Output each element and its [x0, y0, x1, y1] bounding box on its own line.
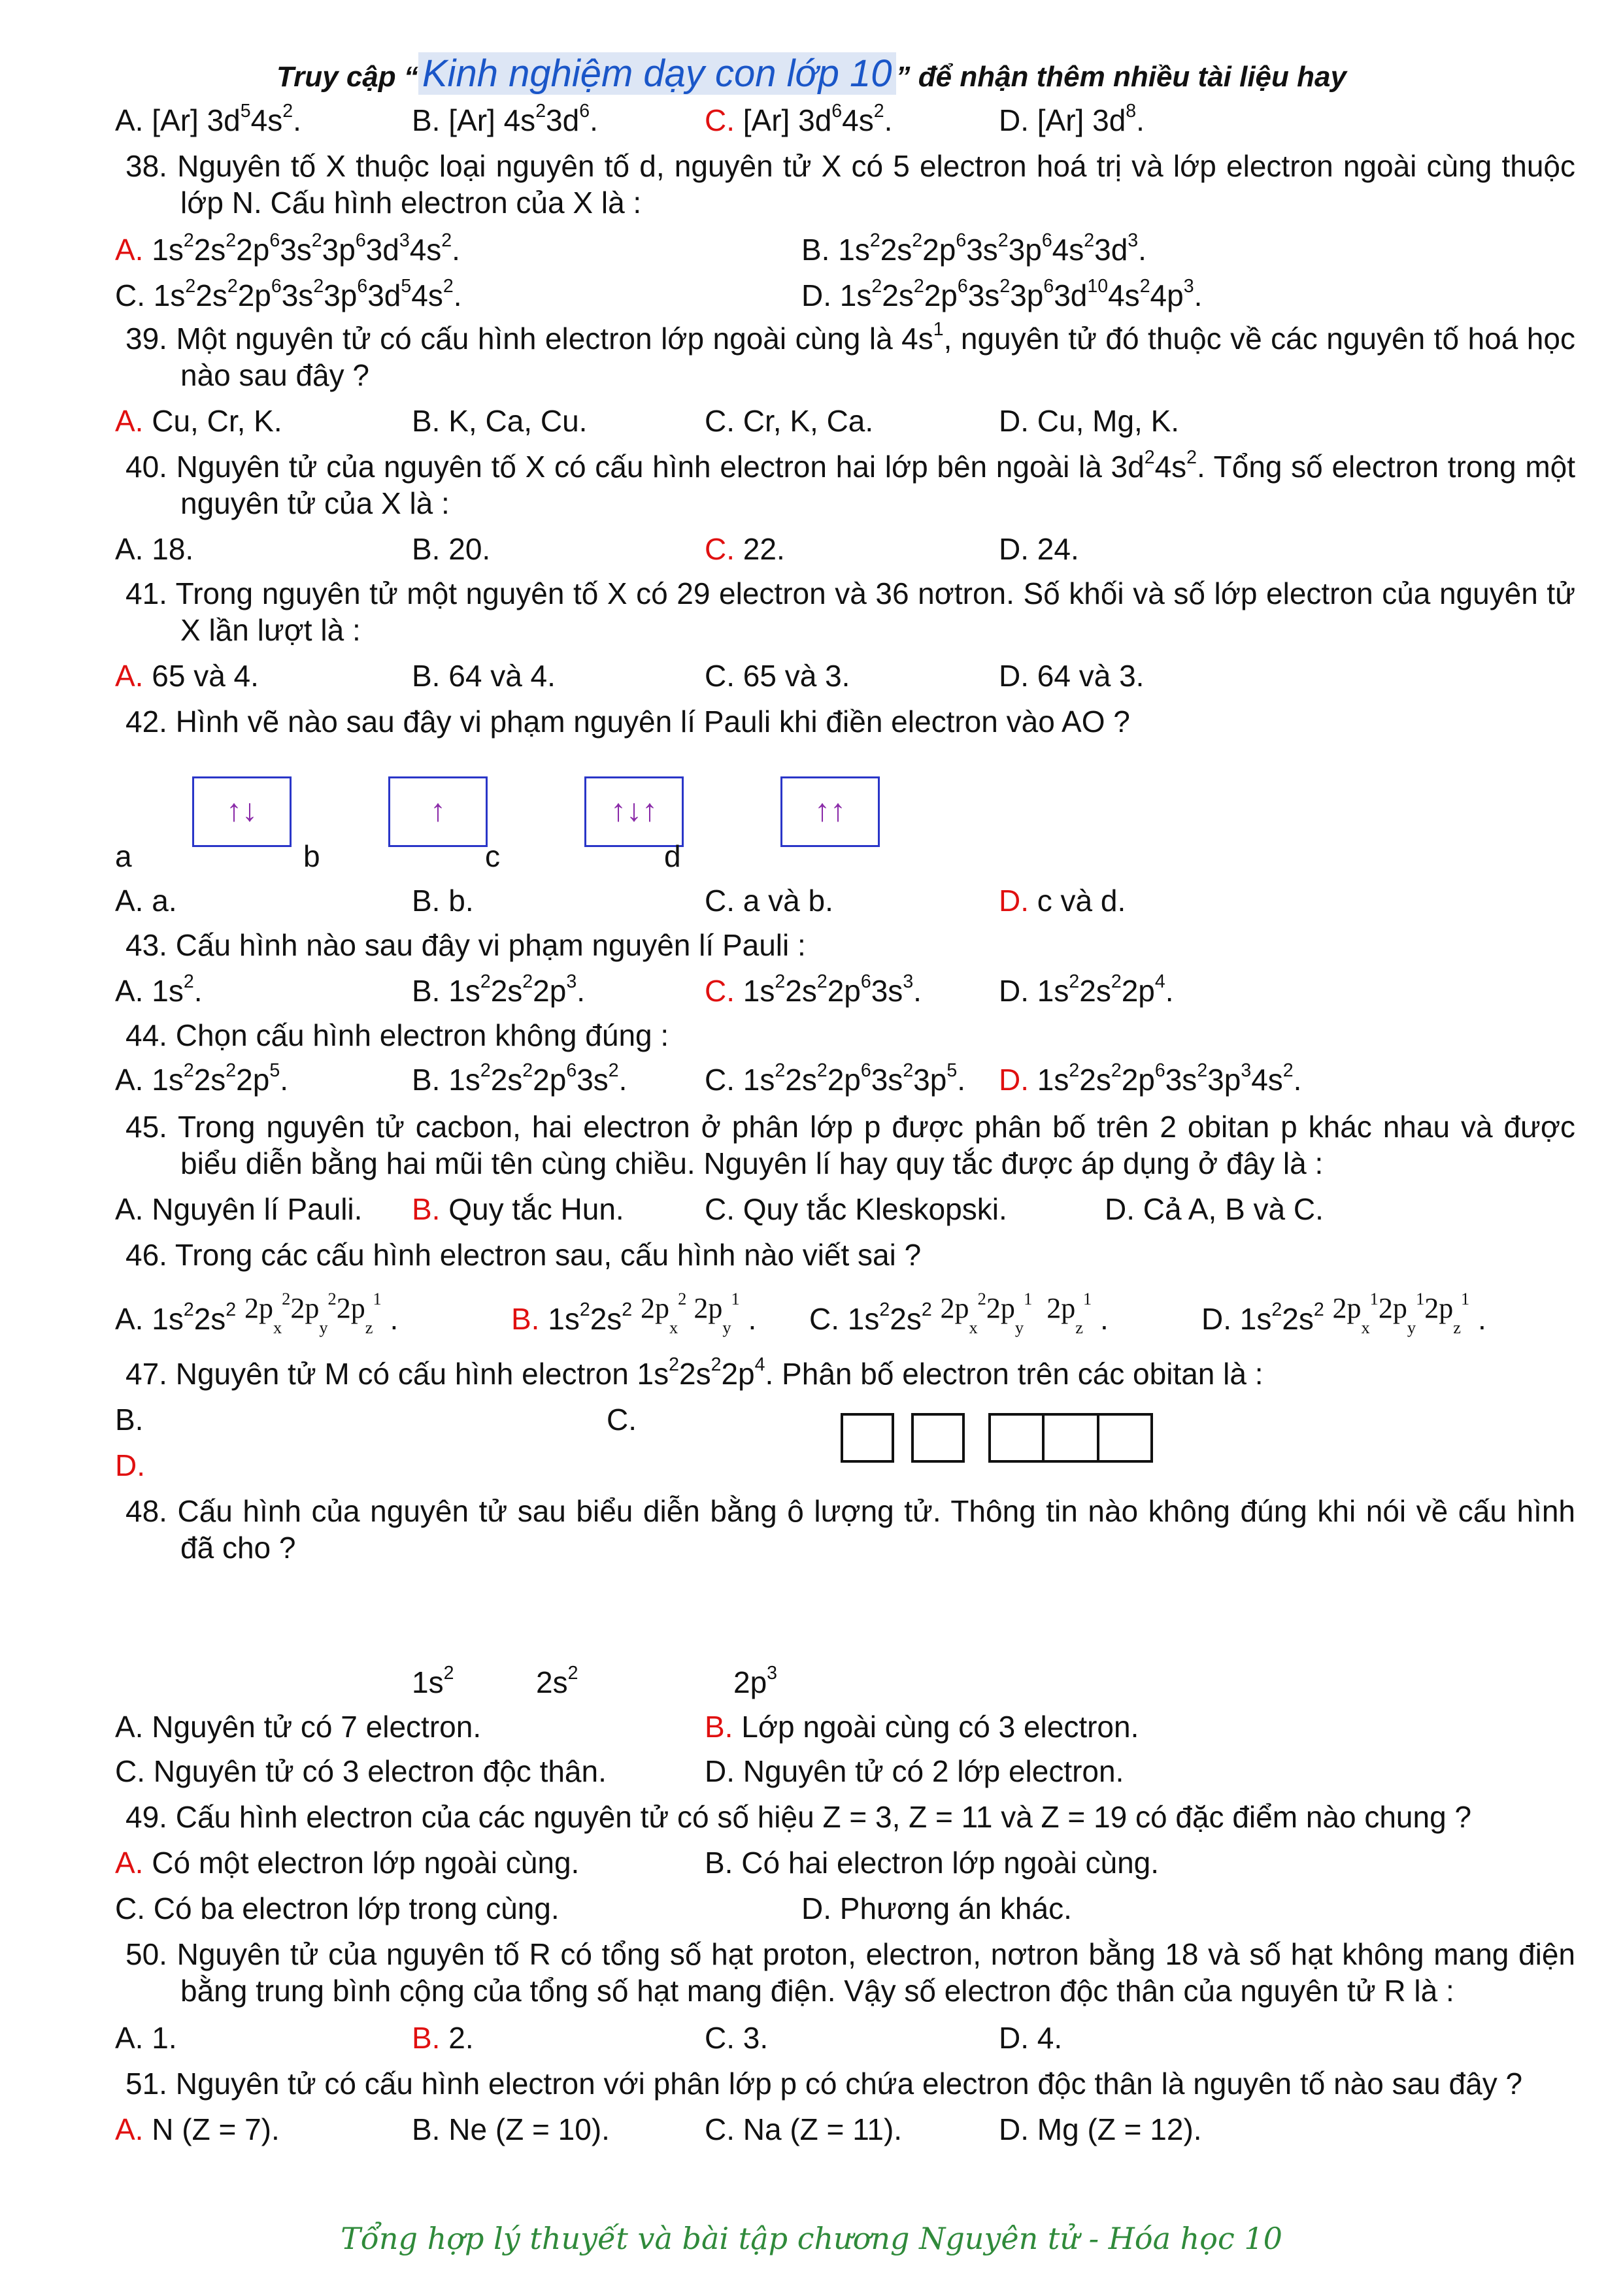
q43-option-a: A. $1s^2$. [115, 971, 203, 1008]
q50-option-b: B. 2. [412, 2021, 474, 2055]
q51-option-d: D. Mg (Z = 12). [999, 2112, 1202, 2146]
q44-option-c: C. $1s^22s^22p^63s^23p^5$. [705, 1060, 965, 1097]
q39-question: 39. Một nguyên tử có cấu hình electron lớp ngoài cùng là $4s^1$, nguyên tử đó thuộc về các nguyên tố hoá học nào sau đây ? [125, 319, 1575, 392]
q48-label-2p: $2p^3$ [733, 1663, 778, 1699]
q44-option-b: B. $1s^22s^22p^63s^2$. [412, 1060, 627, 1097]
q50-option-d: D. 4. [999, 2021, 1063, 2055]
q43-option-b: B. $1s^22s^22p^3$. [412, 971, 585, 1008]
q45-option-b: B. Quy tắc Hun. [412, 1192, 624, 1226]
q41-option-d: D. 64 và 3. [999, 659, 1145, 693]
q43-question: 43. Cấu hình nào sau đây vi phạm nguyên lí Pauli : [125, 928, 806, 962]
q41-option-a: A. 65 và 4. [115, 659, 259, 693]
q51-option-b: B. Ne (Z = 10). [412, 2112, 610, 2146]
q39-option-d: D. Cu, Mg, K. [999, 404, 1180, 438]
q42-option-b: B. b. [412, 884, 474, 918]
orbital-label-b: b [303, 839, 320, 873]
q42-option-d: D. c và d. [999, 884, 1126, 918]
q50-option-a: A. 1. [115, 2021, 177, 2055]
q51-option-a: A. N (Z = 7). [115, 2112, 280, 2146]
q48-label-1s: $1s^2$ [412, 1663, 454, 1699]
orbital-box-c: ↑↓↑ [584, 776, 684, 847]
q42-option-a: A. a. [115, 884, 177, 918]
q49-question: 49. Cấu hình electron của các nguyên tử có số hiệu Z = 3, Z = 11 và Z = 19 có đặc điểm nào chung ? [125, 1800, 1472, 1834]
q49-option-a: A. Có một electron lớp ngoài cùng. [115, 1846, 580, 1880]
q46-option-a: A. $1s^22s^2$ $2p_x^22p_y^22p_z^1$ . [115, 1289, 399, 1337]
q38-question: 38. Nguyên tố X thuộc loại nguyên tố d, nguyên tử X có 5 electron hoá trị và lớp electron ngoài cùng thuộc lớp N. Cấu hình electron của X là : [125, 149, 1575, 220]
q49-option-d: D. Phương án khác. [801, 1891, 1072, 1925]
orbital-cell-2p [988, 1413, 1153, 1463]
q48-option-b: B. Lớp ngoài cùng có 3 electron. [705, 1710, 1139, 1744]
q48-option-c: C. Nguyên tử có 3 electron độc thân. [115, 1754, 607, 1788]
q45-question: 45. Trong nguyên tử cacbon, hai electron ở phân lớp p được phân bố trên 2 obitan p khác nhau và được biểu diễn bằng hai mũi tên cùng chiều. Nguyên lí hay quy tắc được áp dụng ở đây là : [125, 1110, 1575, 1180]
q46-option-c: C. $1s^22s^2$ $2p_x^22p_y^1$ $2p_z^1$ . [809, 1289, 1109, 1337]
q41-option-c: C. 65 và 3. [705, 659, 850, 693]
q40-question: 40. Nguyên tử của nguyên tố X có cấu hình electron hai lớp bên ngoài là $3d^24s^2$. Tổng số electron trong một nguyên tử của X là : [125, 447, 1575, 520]
q51-question: 51. Nguyên tử có cấu hình electron với phân lớp p có chứa electron độc thân là nguyên tố nào sau đây ? [125, 2067, 1523, 2101]
page-footer: Tổng hợp lý thuyết và bài tập chương Nguyên tử - Hóa học 10 [341, 2221, 1282, 2256]
q46-option-b: B. $1s^22s^2$ $2p_x^2$ $2p_y^1$ . [511, 1289, 757, 1337]
q50-question: 50. Nguyên tử của nguyên tố R có tổng số hạt proton, electron, nơtron bằng 18 và số hạt không mang điện bằng trung bình cộng của tổng số hạt mang điện. Vậy số electron độc thân của nguyên tử R là : [125, 1937, 1575, 2008]
q48-question: 48. Cấu hình của nguyên tử sau biểu diễn bằng ô lượng tử. Thông tin nào không đúng khi nói về cấu hình đã cho ? [125, 1494, 1575, 1565]
q47-option-c: C. [607, 1403, 637, 1437]
q41-question: 41. Trong nguyên tử một nguyên tố X có 29 electron và 36 nơtron. Số khối và số lớp electron của nguyên tử X lần lượt là : [125, 576, 1575, 647]
q39-option-b: B. K, Ca, Cu. [412, 404, 588, 438]
q38-option-d: D. $1s^22s^22p^63s^23p^63d^{10}4s^24p^3$. [801, 276, 1203, 312]
q43-option-c: C. $1s^22s^22p^63s^3$. [705, 971, 922, 1008]
q40-option-d: D. 24. [999, 532, 1079, 566]
q37-option-d: D. [Ar] $3d^8$. [999, 101, 1145, 137]
q37-option-c: C. [Ar] $3d^64s^2$. [705, 101, 893, 137]
q48-option-a: A. Nguyên tử có 7 electron. [115, 1710, 482, 1744]
q45-option-a: A. Nguyên lí Pauli. [115, 1192, 363, 1226]
q44-question: 44. Chọn cấu hình electron không đúng : [125, 1018, 669, 1052]
q45-option-c: C. Quy tắc Kleskopski. [705, 1192, 1007, 1226]
q38-option-a: A. $1s^22s^22p^63s^23p^63d^34s^2$. [115, 230, 460, 267]
q38-option-c: C. $1s^22s^22p^63s^23p^63d^54s^2$. [115, 276, 462, 312]
q49-option-b: B. Có hai electron lớp ngoài cùng. [705, 1846, 1160, 1880]
header-link[interactable]: Kinh nghiệm dạy con lớp 10 [418, 52, 896, 95]
q43-option-d: D. $1s^22s^22p^4$. [999, 971, 1174, 1008]
q39-option-c: C. Cr, K, Ca. [705, 404, 874, 438]
q45-option-d: D. Cả A, B và C. [1105, 1192, 1324, 1226]
q46-question: 46. Trong các cấu hình electron sau, cấu hình nào viết sai ? [125, 1238, 922, 1272]
q37-option-a: A. [Ar] $3d^54s^2$. [115, 101, 301, 137]
q48-label-2s: $2s^2$ [536, 1663, 578, 1699]
q51-option-c: C. Na (Z = 11). [705, 2112, 903, 2146]
orbital-box-a: ↑↓ [192, 776, 292, 847]
q47-option-b: B. [115, 1403, 144, 1437]
q47-question: 47. Nguyên tử M có cấu hình electron $1s^22s^22p^4$. Phân bố electron trên các obitan là : [125, 1354, 1263, 1391]
q40-option-b: B. 20. [412, 532, 491, 566]
q38-option-b: B. $1s^22s^22p^63s^23p^64s^23d^3$. [801, 230, 1146, 267]
orbital-box-d: ↑↑ [780, 776, 880, 847]
q48-option-d: D. Nguyên tử có 2 lớp electron. [705, 1754, 1124, 1788]
q50-option-c: C. 3. [705, 2021, 769, 2055]
q42-question: 42. Hình vẽ nào sau đây vi phạm nguyên lí Pauli khi điền electron vào AO ? [125, 705, 1130, 739]
orbital-label-a: a [115, 839, 132, 873]
page-header [0, 51, 1623, 100]
header-suffix: ” để nhận thêm nhiều tài liệu hay [895, 61, 1347, 93]
q39-option-a: A. Cu, Cr, K. [115, 404, 282, 438]
q46-option-d: D. $1s^22s^2$ $2p_x^12p_y^12p_z^1$ . [1201, 1289, 1486, 1337]
q41-option-b: B. 64 và 4. [412, 659, 556, 693]
q44-option-a: A. $1s^22s^22p^5$. [115, 1060, 288, 1097]
q42-option-c: C. a và b. [705, 884, 833, 918]
q37-option-b: B. [Ar] $4s^23d^6$. [412, 101, 598, 137]
q49-option-c: C. Có ba electron lớp trong cùng. [115, 1891, 560, 1925]
q44-option-d: D. $1s^22s^22p^63s^23p^34s^2$. [999, 1060, 1302, 1097]
q40-option-c: C. 22. [705, 532, 785, 566]
orbital-label-c: c [485, 839, 500, 873]
orbital-cell-2s [911, 1413, 965, 1463]
q40-option-a: A. 18. [115, 532, 194, 566]
orbital-cell-1s [841, 1413, 894, 1463]
orbital-box-b: ↑ [388, 776, 488, 847]
header-prefix: Truy cập “ [276, 61, 418, 93]
q47-option-d: D. [115, 1448, 145, 1482]
orbital-label-d: d [664, 839, 681, 873]
